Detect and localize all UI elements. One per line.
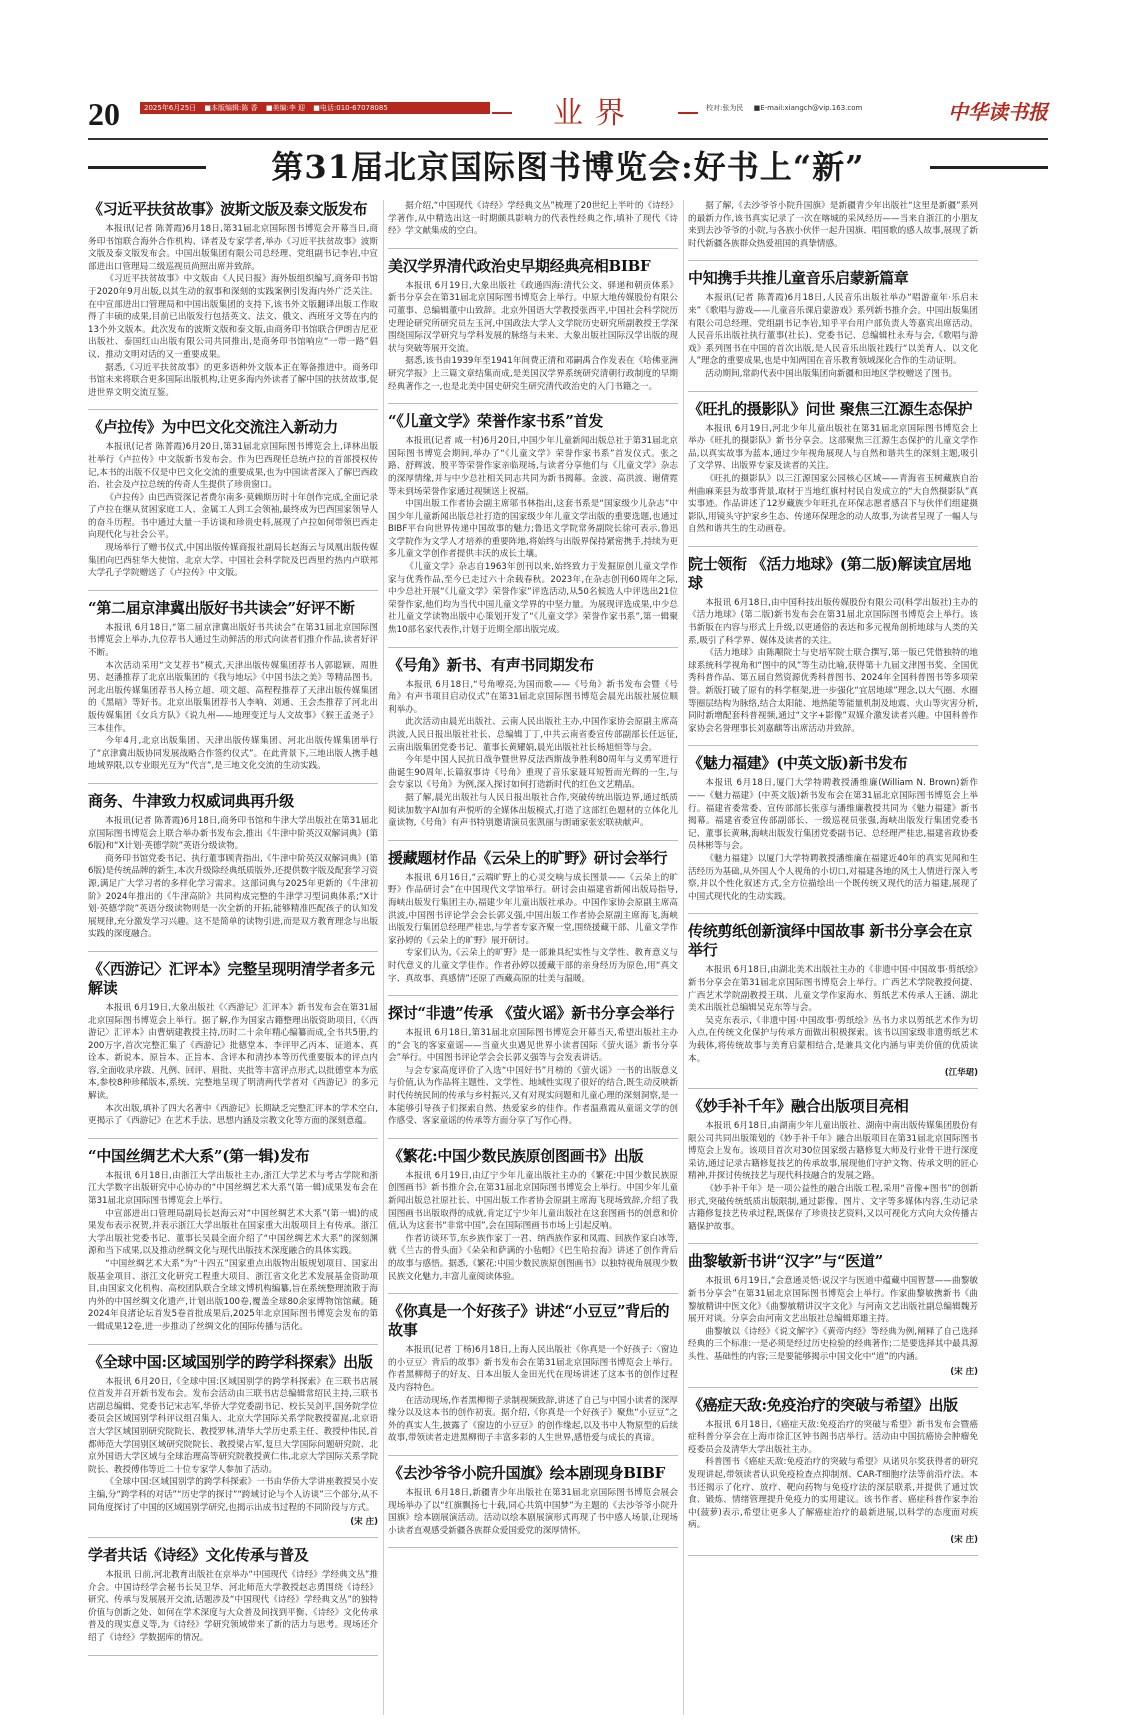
article-paragraph: 《旺扎的摄影队》以三江源国家公园核心区域——青海省玉树藏族自治州曲麻莱县为故事背景,取材于当地红旗村村民自发成立的“大自然摄影队”真实事迹。作品讲述了12岁藏族少年旺扎在环保志愿者感召下与伙伴们组建摄影队,用镜头守护家乡生态、传递环保理念的动人故事,为读者呈现了一幅人与自然和谐共生的生动画卷。: [688, 473, 978, 535]
article: [88, 200, 378, 399]
article-title: 《号角》新书、有声书同期发布: [388, 655, 594, 674]
column-2: [388, 200, 678, 1720]
article-paragraph: 本报讯 6月18日,厦门大学特聘教授潘维廉(William N. Brown)新作——《魅力福建》(中英文版)新书发布会在第31届北京国际图书博览会上举行。福建省委常委、宣传部部长张彦与潘维廉教授共同为《魅力福建》新书揭幕。福建省委宣传部副部长、一级巡视员张强,海峡出版发行集团党委书记、董事长黄琳,海峡出版发行集团党委副书记、总经理严桂忠,福建省政协委员林彬等与会。: [688, 778, 978, 852]
article-divider: [88, 409, 378, 410]
column-1: [88, 200, 378, 1720]
article: [388, 200, 678, 238]
article-divider: [688, 546, 978, 547]
article-divider: [88, 1344, 378, 1345]
article-paragraph: 吴克东表示,《非遗中国·中国故事·剪纸绘》丛书力求以剪纸艺术作为切入点,在传统文化保护与传承方面做出积极探索。该书以国家级非遗剪纸艺术为载体,将传统故事与美育启蒙相结合,是兼具文化内涵与审美价值的优质读本。: [688, 1015, 978, 1064]
article-title: 《癌症天敌:免疫治疗的突破与希望》出版: [688, 1395, 958, 1414]
article-paragraph: 《卢拉传》由巴西资深记者费尔南多·莫赖斯历时十年创作完成,全面记录了卢拉在继从贫困家庭工人、金属工人到工会领袖,最终成为巴西国家领导人的奋斗历程。书中通过大量一手访谈和珍贵史料,展现了卢拉如何带领巴西走向现代化与社会公平。: [88, 492, 378, 541]
article: [88, 1353, 378, 1528]
article-paragraph: 中宣部进出口管理局副局长赵海云对“中国丝绸艺术大系”(第一辑)的成果发布表示祝贺,并表示浙江大学出版社在国家重大出版项目上有传承。浙江大学出版社党委书记、董事长吴晨全面介绍了“中国丝绸艺术大系”的深刻渊源和当下成果,以及推动丝绸文化与现代出版技术深度融合的具体实践。: [88, 1208, 378, 1257]
article: [688, 1097, 978, 1233]
article-divider: [688, 1387, 978, 1388]
article-author: (江华珺): [944, 1068, 978, 1079]
article-title: 《妙手补千年》融合出版项目亮相: [688, 1097, 909, 1116]
article-paragraph: 本报讯 6月18日,第31届北京国际图书博览会开幕当天,希望出版社主办的“会飞的客家童谣——当童火虫遇见世界小读者国际《萤火谣》新书分享会”举行。中国图书评论学会会长郭义强等与会发表讲话。: [388, 1028, 678, 1064]
article: [388, 257, 678, 393]
proofreader-credit: 校对:张为民: [706, 104, 744, 112]
article-paragraph: 本报讯 6月19日,大象出版社《政通四海:清代公文、驿递和朝贡体系》新书分享会在第31届北京国际图书博览会上举行。中原大地传媒股份有限公司董事、总编辑董中山致辞。北京外国语大学教授张西平,中国社会科学院历史理论研究所研究员左玉河,中国政法大学人文学院历史研究所副教授王学深围绕国际汉学研究与学科发展的脉络与未来、大象出版社国际汉学出版的现状与突破等展开交流。: [388, 280, 678, 354]
article-divider: [388, 1547, 678, 1548]
article: [388, 1147, 678, 1283]
article-divider: [88, 951, 378, 952]
article-title: 援藏题材作品《云朵上的旷野》研讨会举行: [388, 848, 668, 867]
article-paragraph: 活动期间,常韵代表中国出版集团向新疆和田地区学校赠送了图书。: [705, 368, 958, 379]
article-paragraph: 本报讯(记者 陈菁霞)6月20日,第31届北京国际图书博览会上,译林出版社举行《卢拉传》中文版新书发布会。作为巴西现任总统卢拉的首部授权传记,本书的出版不仅是中巴文化交流的重要成果,也为中国读者深入了解巴西政治、社会及卢拉总统的传奇人生提供了珍贵窗口。: [88, 442, 378, 491]
column-divider: [383, 200, 384, 1715]
article-paragraph: 今年4月,北京出版集团、天津出版传媒集团、河北出版传媒集团举行了“京津冀出版协同发展战略合作签约仪式”。在此背景下,三地出版人携手越地域界限,以专业眼光互为“代言”,是三地文化交流的生动实践。: [88, 736, 378, 772]
article-paragraph: 本报讯(记者 陈菁霞)6月18日,第31届北京国际图书博览会开幕当日,商务印书馆联合海外合作机构、译者及专家学者,举办《习近平扶贫故事》波斯文版及泰文版发布会。中国出版集团有限公司总经理、党组副书记李岩,中宣部进出口管理局二级巡视员尚照出席并致辞。: [88, 224, 378, 272]
article: [688, 269, 978, 380]
article-paragraph: 本报讯 6月18日,由湖南少年儿童出版社、湖南中南出版传媒集团股份有限公司共同出版策划的《妙手补千年》融合出版项目在第31届北京国际图书博览会上发布。该项目首次对30位国家级古籍修复大师及行业骨干进行深度采访,通过记录古籍修复技艺的传承故事,展现他们守护文物、传承文明的匠心精神,并探讨传统技艺与现代科技融合的发展之路。: [688, 1121, 978, 1182]
article-divider: [388, 995, 678, 996]
article-divider: [88, 783, 378, 784]
page-number: 20: [88, 96, 120, 132]
article-divider: [388, 647, 678, 648]
editor-credit: ■本版编辑:陈 香: [204, 104, 258, 112]
article: [688, 555, 978, 736]
article-paragraph: 本报讯 6月19日,大象出版社《〈西游记〉汇评本》新书发布会在第31届北京国际图书博览会上举行。据了解,作为国家古籍整理出版资助项目,《〈西游记〉汇评本》由曹炳建教授主持,历时二十余年精心编纂而成,全书共5册,约200万字,首次完整汇集了《西游记》批德堂本、李评甲乙丙本、证道本、真诠本、新说本、原旨本、正旨本、含评本和清抄本等历代重要版本的评点内容,全面收录序跋、凡例、回评、眉批、夹批等丰富评点形式,以批德堂本为底本,参校8种珍稀版本,系统、完整地呈现了明清两代学者对《西游记》的多元解读。: [88, 1002, 378, 1102]
article-paragraph: 本报讯 6月18日,新疆青少年出版社在第31届北京国际图书博览会展会现场举办了以“红旗飘扬七十载,同心共筑中国梦”为主题的《去沙爷爷小院升国旗》绘本剧展演活动。活动以绘本剧展演形式再现了书中感人场景,让现场小读者直观感受新疆各族群众爱国爱党的深厚情怀。: [388, 1487, 678, 1536]
article-title: 美汉学界清代政治史早期经典亮相BIBF: [388, 256, 651, 275]
article-paragraph: 据了解,《去沙爷爷小院升国旗》是新疆青少年出版社“这里是新疆”系列的最新力作,该书真实记录了一次在喀城的采风经历——当来自浙江的小朋友来到去沙爷爷的小院,与各族小伙伴一起升国旗、唱国歌的感人故事,展现了新时代新疆各族群众热爱祖国的真挚情感。: [688, 201, 978, 249]
article: [88, 418, 378, 580]
article-title: 《去沙爷爷小院升国旗》绘本剧现身BIBF: [388, 1463, 666, 1482]
article-paragraph: 商务印书馆党委书记、执行董事顾青指出,《牛津中阶英汉双解词典》(第6版)是传统品牌的新生,本次升级除经典纸质版外,还提供数字版及配套学习资源,满足广大学习者的多样化学习需求。这部词典与2025年更新的《牛津初阶》2024年推出的《牛津高阶》共同构成完整的牛津学习型词典体系;“X计划·英德学院”英语分级读物则是一次全新的开拓,能够精准匹配孩子的认知发展规律,充分激发学习兴趣。这不是简单的读物引进,而是双方教育理念与出版实践的深度融合。: [88, 853, 378, 940]
article-paragraph: 据了解,晨光出版社与人民日报出版社合作,突破传统出版边界,通过纸质阅读加数字AI加有声悦听的全媒体出版模式,打造了这部红色题材的立体化儿童读物,《号角》有声书特别邀请演员张凯丽与朗诵家张宏联袂献声。: [388, 792, 678, 829]
article-title: 《繁花:中国少数民族原创图画书》出版: [388, 1146, 644, 1165]
article-paragraph: 今年是中国人民抗日战争暨世界反法西斯战争胜利80周年与义勇军进行曲诞生90周年,长篇叙事诗《号角》重现了音乐家聂耳短暂而光辉的一生,与会专家以《号角》为例,深入探讨如何打造新时代的红色文艺精品。: [388, 755, 678, 791]
article-paragraph: 本报讯(记者 咸一村)6月20日,中国少年儿童新闻出版总社于第31届北京国际图书博览会期间,举办了“《儿童文学》荣誉作家书系”首发仪式。张之路、舒辉波、殷平等荣誉作家亲临现场,与读者分享他们与《儿童文学》杂志的深厚情缘,并与中少总社相关同志共同为新书揭幕。金波、高洪波、谢倩霓等未到场荣誉作家通过视频送上祝福。: [388, 436, 678, 497]
article-title: “第二届京津冀出版好书共读会”好评不断: [88, 598, 355, 617]
article-paragraph: 本报讯 6月18日,《癌症天敌:免疫治疗的突破与希望》新书发布会暨癌症科普分享会在上海市徐汇区钟书阁书店举行。活动由中国抗癌协会肿瘤免疫委员会及清华大学出版社主办。: [688, 1419, 978, 1455]
article-title: 《〈西游记〉汇评本》完整呈现明清学者多元解读: [88, 959, 375, 997]
masthead-right-strip: [706, 102, 870, 114]
article-paragraph: 本报讯 6月19日,由辽宁少年儿童出版社主办的《繁花:中国少数民族原创图画书》新书推介会,在第31届北京国际图书博览会上举行。中国少年儿童新闻出版总社原社长、中国出版工作者协会原副主席海飞现场致辞,介绍了我国图画书出版取得的成就,肯定辽宁少年儿童出版社在这套图画书的创意和价值,认为这套书“非常中国”,会在国际图画书市场上引起反响。: [388, 1170, 678, 1232]
article-author: (宋 庄): [350, 1517, 378, 1528]
designer-credit: ■美编:李 迎: [265, 104, 306, 112]
page-headline: 第31届北京国际图书博览会:好书上“新”: [271, 148, 865, 186]
article-paragraph: 本报讯 日前,河北教育出版社在京举办“中国现代《诗经》学经典文丛”推介会。中国诗经学会秘书长吴卫华、河北师范大学教授赵志勇围绕《诗经》研究、传承与发展展开交流,话题涉及“中国现代《诗经》学经典文丛”的独特价值与创新之处、如何在学术深度与大众普及间找到平衡、《诗经》文化传承普及的现实意义等,为《诗经》学研究领域带来了新的活力与思考。现场还介绍了《诗经》学数据库的情况。: [88, 1570, 378, 1644]
article-paragraph: 本报讯 6月19日,河北少年儿童出版社在第31届北京国际图书博览会上举办《旺扎的摄影队》新书分享会。这部聚焦三江源生态保护的儿童文学作品,以真实故事为蓝本,通过少年视角展现人与自然和谐共生的深刻主题,吸引了文学界、出版界专家及读者的关注。: [688, 423, 978, 472]
column-3: [688, 200, 978, 1720]
article-divider: [688, 745, 978, 746]
article-paragraph: 《儿童文学》杂志自1963年创刊以来,始终致力于发掘原创儿童文学作家与优秀作品,至今已走过六十余载春秋。2023年,在杂志创刊60周年之际,中少总社开展“《儿童文学》荣誉作家”评选活动,从50名候选人中评选出21位荣誉作家,他们均为当代中国儿童文学界的中坚力量。为展现评选成果,中少总社儿童文学读物出版中心策划开发了“《儿童文学》荣誉作家书系”,第一辑聚焦10部名家代表作,计划于近期全部出版完成。: [388, 562, 678, 636]
article: [388, 412, 678, 637]
article: [688, 754, 978, 903]
article-paragraph: 本报讯 6月20日,《全球中国:区域国别学的跨学科探索》在三联书店展位首发并召开新书发布会。发布会活动由三联书店总编辑常绍民主持,三联书店副总编辑、党委书记宋志军,华侨大学党委副书记、校长吴剑平,国务院学位委员会区域国别学科评议组召集人、北京大学国际关系学院教授翟崑,北京语言大学区域国别研究院院长、教授罗林,清华大学历史系主任、教授仲伟民,首都师范大学国别区域研究院院长、教授梁占军,复旦大学国际问题研究院、北京外国语大学区域与全球治理高等研究院教授黄仁伟,北京大学国际关系学院院长、教授傅伟等近二十位专家学人参加了活动。: [88, 1376, 378, 1475]
article-paragraph: 在活动现场,作者黑柳彻子录制视频致辞,讲述了自己与中国小读者的深厚缘分以及这本书的创作初衷。据介绍,《你真是一个好孩子》聚焦“小豆豆”之外的真实人生,披露了《窗边的小豆豆》的创作缘起,以及书中人物原型的后续故事,带领读者走进黑柳彻子丰富多彩的人生世界,感悟爱与成长的真谛。: [388, 1395, 678, 1444]
article-divider: [688, 391, 978, 392]
article-paragraph: “中国丝绸艺术大系”为“十四五”国家重点出版物出版规划项目、国家出版基金项目、浙江文化研究工程重大项目、浙江省文化艺术发展基金资助项目,由国家文化机构、高校团队联合全球文博机构编纂,旨在系统整理流散于海内外的中国丝绸文化遗产,计划出版100卷,覆盖全球80余家博物馆馆藏。随2024年良渚论坛首发5卷首批成果后,2025年北京国际图书博览会发布的第一辑成果12卷,进一步推动了丝绸文化的国际传播与活化。: [88, 1259, 378, 1332]
article-title: 商务、牛津致力权威词典再升级: [88, 791, 294, 810]
article-divider: [88, 1655, 378, 1656]
article-paragraph: 本报讯(记者 陈菁霞)6月18日,商务印书馆和牛津大学出版社在第31届北京国际图书博览会上联合举办新书发布会,推出《牛津中阶英汉双解词典》(第6版)和“X计划·英德学院”英语分级读物。: [88, 815, 378, 852]
article-paragraph: 现场举行了赠书仪式,中国出版传媒商报社副局长赵海云与凤凰出版传媒集团向巴西驻华大使馆、北京大学、中国社会科学院及巴西里约热内卢联邦大学孔子学院赠送了《卢拉传》中文版。: [88, 543, 378, 579]
article-author: (宋 庄): [950, 1534, 978, 1545]
article: [688, 1396, 978, 1545]
article-paragraph: 本报讯 6月16日,“云端旷野上的心灵交响与成长图景——《云朵上的旷野》作品研讨会”在中国现代文学馆举行。研讨会由福建省新闻出版局指导,海峡出版发行集团主办,福建少年儿童出版社承办。中国作家协会原副主席高洪波,中国图书评论学会会长郭义强,中国出版工作者协会原副主席海飞,海峡出版发行集团总经理严桂忠,与学者专家齐聚一堂,围绕援藏干部、儿童文学作家孙婷的《云朵上的旷野》展开研讨。: [388, 872, 678, 946]
article-title: 《魅力福建》(中英文版)新书发布: [688, 754, 908, 773]
article-title: 传统剪纸创新演绎中国故事 新书分享会在京举行: [688, 922, 973, 960]
article-title: 学者共话《诗经》文化传承与普及: [88, 1546, 309, 1565]
article-title: 《旺扎的摄影队》问世 聚焦三江源生态保护: [688, 399, 973, 418]
article-divider: [88, 1537, 378, 1538]
article-title: 《习近平扶贫故事》波斯文版及泰文版发布: [88, 200, 368, 218]
issue-date: 2025年6月25日: [144, 104, 197, 112]
article: [388, 1464, 678, 1537]
article-paragraph: 本报讯(记者 陈菁霞)6月18日,人民音乐出版社举办“唱游童年·乐启未来”《歌唱与游戏——儿童音乐课启蒙游戏》系列新书推介会。中国出版集团有限公司总经理、党组副书记李岩,知乎平台用户部负责人等嘉宾出席活动。人民音乐出版社执行董事(社长)、党委书记、总编辑杜永寿与会,《歌唱与游戏》系列图书在中国的首次出版,是人民音乐出版社践行“以美育人、以文化人”理念的重要成果,也是中知两国在音乐教育领域深化合作的生动证明。: [688, 293, 978, 367]
article-divider: [88, 590, 378, 591]
article: [88, 1147, 378, 1334]
phone-number: ■电话:010-67078085: [313, 104, 388, 112]
article: [688, 922, 978, 1078]
article-divider: [88, 1138, 378, 1139]
article-title: 探讨“非遗”传承 《萤火谣》新书分享会举行: [388, 1004, 675, 1023]
article-paragraph: 本报讯 6月18日,由浙江大学出版社主办,浙江大学艺术与考古学院和浙江大学数字出版研究中心协办的“中国丝绸艺术大系”(第一辑)成果发布会在第31届北京国际图书博览会上举行。: [88, 1170, 378, 1207]
article-paragraph: 本报讯 6月18日,“第二届京津冀出版好书共读会”在第31届北京国际图书博览会上举办,九位荐书人通过生动鲜活的形式向读者们推介作品,读者好评不断。: [88, 622, 378, 659]
article-paragraph: 《妙手补千年》是一项公益性的融合出版工程,采用“音像+图书”的创新形式,突破传统纸质出版限制,通过影像、图片、文字等多媒体内容,生动记录古籍修复技艺传承过程,既保存了珍贵技艺资料,又以可视化方式向大众传播古籍保护故事。: [688, 1184, 978, 1232]
article-divider: [388, 1455, 678, 1456]
article-divider: [388, 840, 678, 841]
article-paragraph: 本次活动采用“文艾荐书”模式,天津出版传媒集团荐书人郭聪颖、周胜男、赵潘推荐了北京出版集团的《我与地坛》《中国书法之美》等精品图书。河北出版传媒集团荐书人杨立超、项文超、高程程推荐了天津出版传媒集团的《黑暗》等好书。北京出版集团荐书人李响、刘通、王会杰推荐了河北出版传媒集团《女兵方队》《说九州——地理变迁与人文故事》《猴王孟尧子》三本佳作。: [88, 660, 378, 734]
article-paragraph: 《习近平扶贫故事》中文版由《人民日报》海外版组织编写,商务印书馆于2020年9月出版,以其生动的叙事和深刻的实践案例引发海内外广泛关注。在中宣部进出口管理局和中国出版集团的支持下,该书外文版翻译出版工作取得了丰硕的成果,目前已出版发行包括英文、法文、俄文、西班牙文等在内的13个外文版本。此次发布的波斯文版和泰文版,由商务印书馆联合伊朗吉尼亚出版社、泰国红山出版有限公司共同推出,是商务印书馆响应“一带一路”倡议、推动文明对话的又一重要成果。: [88, 274, 378, 360]
article-divider: [688, 260, 978, 261]
article-divider: [688, 1088, 978, 1089]
article-title: “中国丝绸艺术大系”(第一辑)发布: [88, 1146, 310, 1165]
headline-bar-right: [930, 166, 1048, 169]
article-paragraph: 本报讯 6月18日,“号角嘹亮,为国而歌——《号角》新书发布会暨《号角》有声书项目启动仪式”在第31届北京国际图书博览会晨光出版社展位顺利举办。: [388, 679, 678, 715]
article: [688, 200, 978, 250]
article-paragraph: 本次出版,填补了四大名著中《西游记》长期缺乏完整汇评本的学术空白,更揭示了《西游记》在艺术手法、思想内涵及宗教文化等方面的深刻意蕴。: [88, 1103, 378, 1127]
article-paragraph: 专家们认为,《云朵上的旷野》是一部兼具纪实性与文学性、教育意义与时代意义的儿童文学佳作。作者孙婷以援藏干部的亲身经历为原色,用“真文字、真故事、真感情”还原了西藏高原的壮美与温暖。: [388, 948, 678, 984]
article-paragraph: 本报讯 6月18日,由中国科技出版传媒股份有限公司(科学出版社)主办的《活力地球》(第二版)新书发布会在第31届北京国际图书博览会上举行。该书新版在内容与形式上升级,以更通俗的表达和多元视角剖析地球与人类的关系,吸引了科学界、媒体及读者的关注。: [688, 597, 978, 646]
headline-banner: [88, 146, 1048, 188]
article-title: 《卢拉传》为中巴文化交流注入新动力: [88, 418, 338, 437]
article: [388, 656, 678, 830]
article-paragraph: 本报讯 6月19日,“会意通灵悟·说汉字与医道中蕴藏中国智慧——曲黎敏新书分享会”在第31届北京国际图书博览会上举行。作家曲黎敏携新书《曲黎敏精讲中医文化》《曲黎敏精讲汉字文化》与河南文艺出版社副总编辑魏芳展开对谈。分享会由河南文艺出版社总编辑郑雄主持。: [688, 1276, 978, 1325]
article-divider: [688, 913, 978, 914]
article-paragraph: 据悉,该书由1939年至1941年间费正清和邓嗣禹合作发表在《哈佛亚洲研究学报》上三篇文章结集而成,是美国汉学界系统研究清朝行政制度的早期经典著作之一,也是北美中国史研究生研究清代政治史的入门书籍之一。: [388, 356, 678, 392]
article: [688, 1252, 978, 1376]
article-paragraph: 本报讯(记者 丁杨)6月18日,上海人民出版社《你真是一个好孩子:〈窗边的小豆豆〉背后的故事》新书发布会在第31届北京国际图书博览会上举行。作者黑柳彻子的好友、日本出版人金田光代在现场讲述了这本书的创作过程及内容特色。: [388, 1345, 678, 1393]
article-paragraph: 《魅力福建》以厦门大学特聘教授潘维廉在福建近40年的真实见闻和生活经历为基础,从外国人个人视角的小切口,对福建各地的风土人情进行深入考察,并以个性化叙述方式,全方位描绘出一个既传统又现代的活力福建,展现了中国式现代化的生动实践。: [688, 853, 978, 902]
article: [388, 1004, 678, 1128]
article-title: 中知携手共推儿童音乐启蒙新篇章: [688, 269, 909, 288]
column-divider: [683, 200, 684, 1715]
masthead-rule: [88, 138, 1048, 140]
article-title: 《你真是一个好孩子》讲述“小豆豆”背后的故事: [388, 1302, 670, 1340]
article-title: 曲黎敏新书讲“汉字”与“医道”: [688, 1252, 884, 1271]
article-divider: [688, 1555, 978, 1556]
article: [388, 1302, 678, 1445]
headline-bar-left: [88, 166, 206, 169]
article-divider: [388, 248, 678, 249]
masthead: [88, 94, 1048, 140]
article-paragraph: 曲黎敏以《诗经》《说文解字》《黄帝内经》等经典为例,阐释了自己选择经典的三个标准:一是必须是经过历史检验的经典著作;二是要选择其中最具源头性、基础性的内容;三是要能够揭示中国文化中“道”的内涵。: [688, 1326, 978, 1362]
article: [388, 849, 678, 985]
article-title: 《全球中国:区域国别学的跨学科探索》出版: [88, 1352, 373, 1371]
section-title: 业界: [520, 94, 670, 134]
article-paragraph: 据介绍,“中国现代《诗经》学经典文丛”梳理了20世纪上半叶的《诗经》学著作,从中精选出这一时期颇具影响力的代表性经典之作,填补了现代《诗经》学文献集成的空白。: [388, 201, 678, 237]
article-paragraph: 本报讯 6月18日,由湖北美术出版社主办的《非遗中国·中国故事·剪纸绘》新书分享会在第31届北京国际图书博览会上举行。广西艺术学院教授何捷、广西艺术学院副教授王琪、儿童文学作家海水、剪纸艺术传承人王涵、湖北美术出版社总编辑吴克东等与会。: [688, 965, 978, 1014]
email-address: ■E-mail:xiangch@vip.163.com: [753, 104, 863, 112]
masthead-info-strip: [140, 102, 490, 114]
article-paragraph: 与会专家高度评价了入选“中国好书”月榜的《萤火谣》一书的出版意义与价值,认为作品将主题性、文学性、地域性实现了很好的结合,既生动反映新时代传统民间的传承与乡村振兴,又有对现实问题和儿童心理的深刻洞察,是一本能够引导孩子们探索自然、热爱家乡的佳作。作者温燕霞从童谣文学的创作感受、客家童谣的传承等方面分享了写作心得。: [388, 1065, 678, 1127]
article-divider: [388, 1293, 678, 1294]
article-paragraph: 作者访谈环节,东乡族作家丁一君、纳西族作家和凤霞、回族作家白冰等,就《兰古的骨头面》《朵朵和萨满的小毡帽》《巴生哈拉海》讲述了创作背后的故事与感悟。据悉,《繁花:中国少数民族原创图画书》以独特视角展现少数民族文化魅力,丰富儿童阅读体验。: [388, 1233, 678, 1282]
article-paragraph: 中国出版工作者协会副主席邬书林指出,这套书系是“国家级少儿杂志”中国少年儿童新闻出版总社打造的国家级少年儿童文学出版的重要选题,也通过BIBF平台向世界传递中国故事的魅力;鲁迅文学院常务副院长徐可表示,鲁迅文学院作为文学人才培养的重要阵地,将始终与出版界保持紧密携手,持续为更多儿童文学创作者提供丰沃的成长土壤。: [388, 499, 678, 560]
article-title: “《儿童文学》荣誉作家书系”首发: [388, 412, 603, 431]
article-author: (宋 庄): [950, 1366, 978, 1377]
article-paragraph: 《全球中国:区域国别学的跨学科探索》一书由华侨大学讲座教授吴小安主编,分“跨学科的对话”“历史学的探讨”“跨域讨论与个人访谈”三个部分,从不同角度探讨了中国的区域国别学研究,也揭示出成书过程的不同阶段与方式。: [88, 1477, 378, 1513]
article-divider: [688, 1243, 978, 1244]
article-divider: [388, 403, 678, 404]
newspaper-logo: 中华读书报: [948, 100, 1048, 124]
article-paragraph: 《活力地球》由陈颙院士与史培军院士联合撰写,第一版已凭借独特的地球系统科学视角和“图中的风”等生动比喻,获得第十九届文津图书奖、全国优秀科普作品、第五届自然资源优秀科普图书、2024年全国科普图书等多项荣誉。新版打破了原有的科学框架,进一步强化“宜居地球”理念,以大气圈、水圈等圈层结构为脉络,结合太阳能、地热能等能量机制及地震、火山等灾害分析,同时新增配套科普视频,通过“文字+影像”双媒介激发读者兴趣。中国科普作家协会名誉理事长刘嘉麒等出席活动并致辞。: [688, 648, 978, 734]
article: [88, 599, 378, 773]
article: [88, 1546, 378, 1645]
article: [88, 960, 378, 1128]
article-title: 院士领衔 《活力地球》(第二版)解读宜居地球: [688, 554, 972, 592]
article-paragraph: 据悉,《习近平扶贫故事》的更多语种外文版本正在筹备推进中。商务印书馆未来将联合更多国际出版机构,让更多海内外读者了解中国的扶贫故事,促进世界文明交流互鉴。: [88, 362, 378, 398]
article-paragraph: 此次活动由晨光出版社、云南人民出版社主办,中国作家协会原副主席高洪波,人民日报出版社社长、总编辑丁丁,中共云南省委宣传部副部长任远征,云南出版集团党委书记、董事长黄耀娟,晨光出版社社长杨旭恒等与会。: [388, 717, 678, 753]
article-paragraph: 科普图书《癌症天敌:免疫治疗的突破与希望》从诺贝尔奖获得者的研究发现讲起,带领读者认识免疫检查点抑制剂、CAR-T细胞疗法等前沿疗法。本书还揭示了化疗、放疗、靶向药物与免疫疗法的深层联系,并提供了通过饮食、锻炼、情绪管理提升免疫力的实用建议。该书作者、癌症科普作家李治中(菠萝)表示,希望让更多人了解癌症治疗的最新进展,以科学的态度面对疾病。: [688, 1457, 978, 1531]
article: [88, 792, 378, 941]
article: [688, 400, 978, 536]
article-divider: [388, 1138, 678, 1139]
